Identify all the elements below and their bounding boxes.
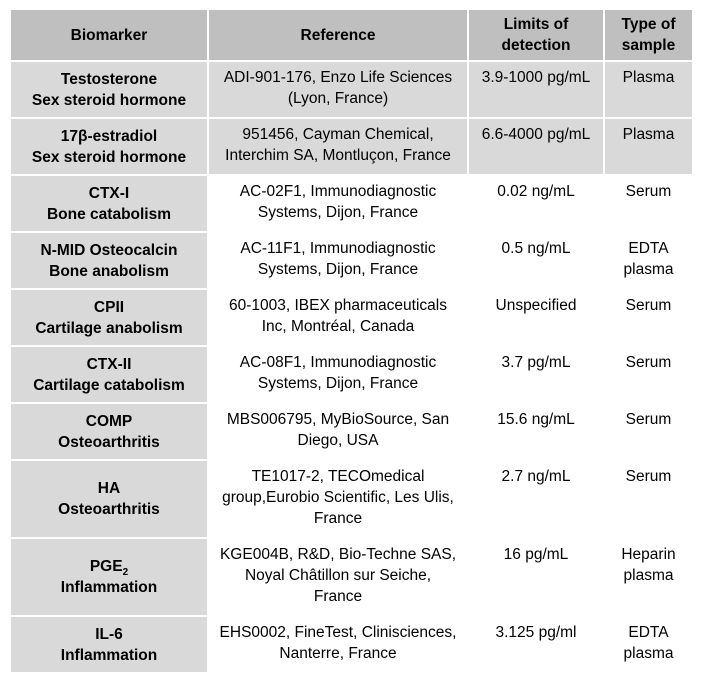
sample-cell <box>605 290 692 345</box>
limit-cell: 2.7 ng/mL <box>469 461 603 537</box>
reference-cell <box>209 119 467 174</box>
biomarker-cell <box>11 539 207 615</box>
reference-line: Nanterre, France <box>279 645 397 662</box>
biomarker-cell <box>11 290 207 345</box>
limit-cell: 3.9-1000 pg/mL <box>469 62 603 117</box>
header-biomarker: Biomarker <box>11 10 207 60</box>
biomarker-table <box>9 8 694 674</box>
limit-cell: 6.6-4000 pg/mL <box>469 119 603 174</box>
biomarker-role: Cartilage anabolism <box>35 319 183 337</box>
reference-line: (Lyon, France) <box>287 90 389 107</box>
table-row <box>11 233 692 288</box>
sample-line: plasma <box>623 567 674 584</box>
sample-line: plasma <box>623 645 674 662</box>
reference-line: France <box>313 588 363 605</box>
biomarker-role: Cartilage catabolism <box>33 376 185 394</box>
biomarker-cell <box>11 233 207 288</box>
reference-cell <box>209 461 467 537</box>
sample-cell <box>605 461 692 537</box>
reference-line: group,Eurobio Scientific, Les Ulis, <box>222 489 454 506</box>
biomarker-name: CTX-I <box>88 184 130 202</box>
biomarker-role: Osteoarthritis <box>58 501 160 518</box>
biomarker-name: N-MID Osteocalcin <box>40 241 178 259</box>
sample-cell <box>605 176 692 231</box>
limit-cell: 3.7 pg/mL <box>469 347 603 402</box>
sample-cell <box>605 617 692 672</box>
sample-cell <box>605 404 692 459</box>
sample-cell <box>605 119 692 174</box>
sample-line: Heparin <box>621 546 676 563</box>
header-row <box>11 10 692 60</box>
reference-line: Interchim SA, Montluçon, France <box>225 147 451 164</box>
reference-cell <box>209 233 467 288</box>
sample-line: Serum <box>625 297 672 314</box>
table-row <box>11 461 692 537</box>
reference-line: 60-1003, IBEX pharmaceuticals <box>229 297 447 314</box>
biomarker-cell <box>11 176 207 231</box>
biomarker-role: Bone catabolism <box>46 205 172 223</box>
biomarker-role: Sex steroid hormone <box>31 148 187 166</box>
biomarker-name: CTX-II <box>86 355 132 373</box>
table-row <box>11 290 692 345</box>
sample-line: Serum <box>625 354 672 371</box>
biomarker-cell <box>11 119 207 174</box>
biomarker-name: COMP <box>85 412 133 430</box>
biomarker-role: Sex steroid hormone <box>31 91 187 109</box>
table-row <box>11 119 692 174</box>
sample-line: Serum <box>625 411 672 428</box>
reference-line: Systems, Dijon, France <box>257 204 419 221</box>
biomarker-name: HA <box>97 480 121 497</box>
sample-line: Plasma <box>622 69 675 86</box>
limit-cell: 0.5 ng/mL <box>469 233 603 288</box>
reference-line: AC-11F1, Immunodiagnostic <box>240 240 436 257</box>
reference-line: 951456, Cayman Chemical, <box>242 126 434 143</box>
reference-line: TE1017-2, TECOmedical <box>251 468 425 485</box>
reference-cell <box>209 539 467 615</box>
limit-cell: 15.6 ng/mL <box>469 404 603 459</box>
reference-line: Systems, Dijon, France <box>257 375 419 392</box>
sample-cell <box>605 347 692 402</box>
sample-line: Serum <box>625 468 672 485</box>
biomarker-cell <box>11 617 207 672</box>
sample-cell <box>605 539 692 615</box>
biomarker-cell <box>11 62 207 117</box>
sample-line: EDTA <box>628 624 669 641</box>
table-row <box>11 347 692 402</box>
table-row <box>11 404 692 459</box>
limit-cell: 3.125 pg/ml <box>469 617 603 672</box>
reference-cell <box>209 347 467 402</box>
table-row <box>11 176 692 231</box>
header-sample: Type of sample <box>605 10 692 60</box>
biomarker-cell <box>11 461 207 537</box>
reference-line: MBS006795, MyBioSource, San <box>226 411 450 428</box>
header-limits: Limits of detection <box>469 10 603 60</box>
table-row <box>11 62 692 117</box>
reference-line: France <box>313 510 363 527</box>
biomarker-cell <box>11 404 207 459</box>
biomarker-role: Bone anabolism <box>49 262 169 280</box>
sample-line: Plasma <box>622 126 675 143</box>
biomarker-cell <box>11 347 207 402</box>
sample-cell <box>605 62 692 117</box>
biomarker-name: Testosterone <box>60 70 158 88</box>
reference-line: AC-08F1, Immunodiagnostic <box>239 354 437 371</box>
limit-cell: 16 pg/mL <box>469 539 603 615</box>
reference-line: Diego, USA <box>297 432 379 449</box>
limit-cell: 0.02 ng/mL <box>469 176 603 231</box>
biomarker-role: Inflammation <box>60 579 158 596</box>
reference-cell <box>209 290 467 345</box>
sample-line: EDTA <box>628 240 669 257</box>
biomarker-name: 17β-estradiol <box>60 127 158 145</box>
limit-cell: Unspecified <box>469 290 603 345</box>
biomarker-role: Osteoarthritis <box>58 433 160 451</box>
table-row <box>11 617 692 672</box>
reference-line: EHS0002, FineTest, Clinisciences, <box>219 624 457 641</box>
biomarker-role: Inflammation <box>60 646 158 664</box>
biomarker-name-text: PGE <box>89 558 123 575</box>
header-reference: Reference <box>209 10 467 60</box>
reference-line: Inc, Montréal, Canada <box>261 318 415 335</box>
sample-line: plasma <box>623 261 674 278</box>
biomarker-name <box>15 556 203 577</box>
reference-line: Noyal Châtillon sur Seiche, <box>244 567 432 584</box>
reference-cell <box>209 617 467 672</box>
biomarker-name: IL-6 <box>95 625 123 643</box>
biomarker-name-subscript: 2 <box>122 567 129 579</box>
sample-cell <box>605 233 692 288</box>
reference-cell <box>209 62 467 117</box>
table-row <box>11 539 692 615</box>
sample-line: Serum <box>625 183 672 200</box>
reference-cell <box>209 404 467 459</box>
reference-line: KGE004B, R&D, Bio-Techne SAS, <box>219 546 457 563</box>
reference-line: ADI-901-176, Enzo Life Sciences <box>223 69 453 86</box>
reference-line: AC-02F1, Immunodiagnostic <box>239 183 437 200</box>
reference-line: Systems, Dijon, France <box>257 261 419 278</box>
reference-cell <box>209 176 467 231</box>
biomarker-name: CPII <box>93 298 125 316</box>
